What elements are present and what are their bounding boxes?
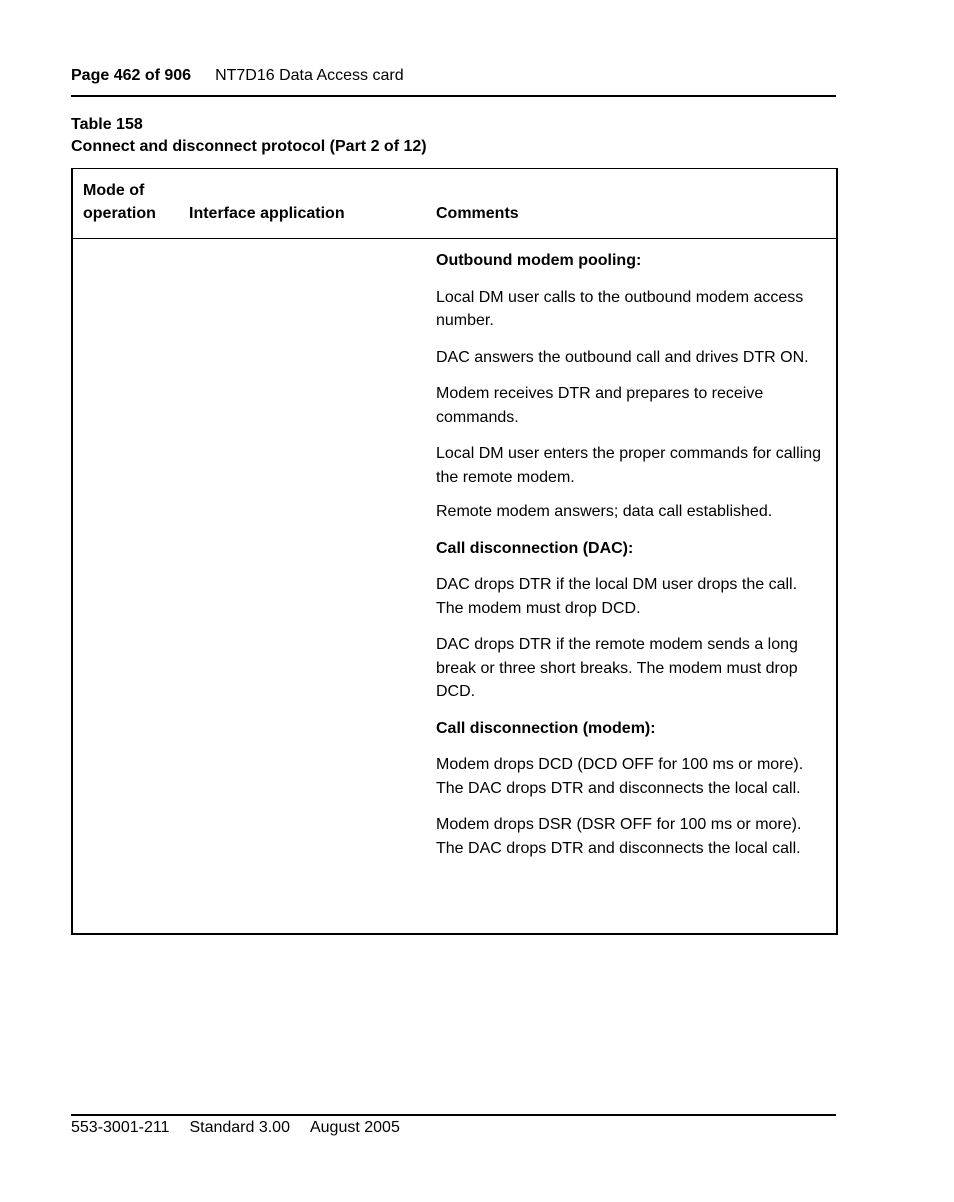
table-title: Connect and disconnect protocol (Part 2 of 12) — [71, 138, 427, 155]
column-header-interface: Interface application — [189, 205, 345, 222]
document-title: NT7D16 Data Access card — [215, 67, 404, 84]
table-header-row — [73, 169, 836, 239]
comment-paragraph: Remote modem answers; data call established. — [436, 503, 773, 520]
footer-divider — [71, 1114, 836, 1116]
page-header — [71, 66, 836, 86]
comment-paragraph: Modem drops DSR (DSR OFF for 100 ms or more). The DAC drops DTR and disconnects the local call. — [436, 816, 802, 857]
footer-standard: Standard 3.00 — [189, 1119, 290, 1136]
protocol-table — [71, 168, 838, 935]
column-header-mode: Mode of operation — [83, 182, 156, 222]
comment-heading: Call disconnection (modem): — [436, 719, 656, 737]
page-footer — [71, 1118, 836, 1138]
comment-paragraph: Modem receives DTR and prepares to receive commands. — [436, 385, 764, 426]
comments-cell — [436, 239, 828, 860]
comment-paragraph: DAC drops DTR if the local DM user drops the call. The modem must drop DCD. — [436, 576, 798, 617]
comment-heading: Call disconnection (DAC): — [436, 539, 634, 557]
comment-paragraph: DAC drops DTR if the remote modem sends a long break or three short breaks. The modem must drop DCD. — [436, 636, 798, 700]
column-header-comments: Comments — [436, 205, 519, 222]
comment-heading: Outbound modem pooling: — [436, 252, 642, 269]
header-divider — [71, 95, 836, 97]
comment-paragraph: DAC answers the outbound call and drives DTR ON. — [436, 348, 809, 366]
comment-paragraph: Local DM user enters the proper commands for calling the remote modem. — [436, 445, 822, 486]
table-caption — [71, 114, 836, 158]
footer-doc-number: 553-3001-211 — [71, 1119, 170, 1136]
table-number: Table 158 — [71, 116, 143, 133]
footer-date: August 2005 — [309, 1119, 400, 1136]
page-number: Page 462 of 906 — [71, 67, 192, 84]
comment-paragraph: Modem drops DCD (DCD OFF for 100 ms or more). The DAC drops DTR and disconnects the local call. — [436, 756, 804, 797]
comment-paragraph: Local DM user calls to the outbound modem access number. — [436, 288, 804, 329]
